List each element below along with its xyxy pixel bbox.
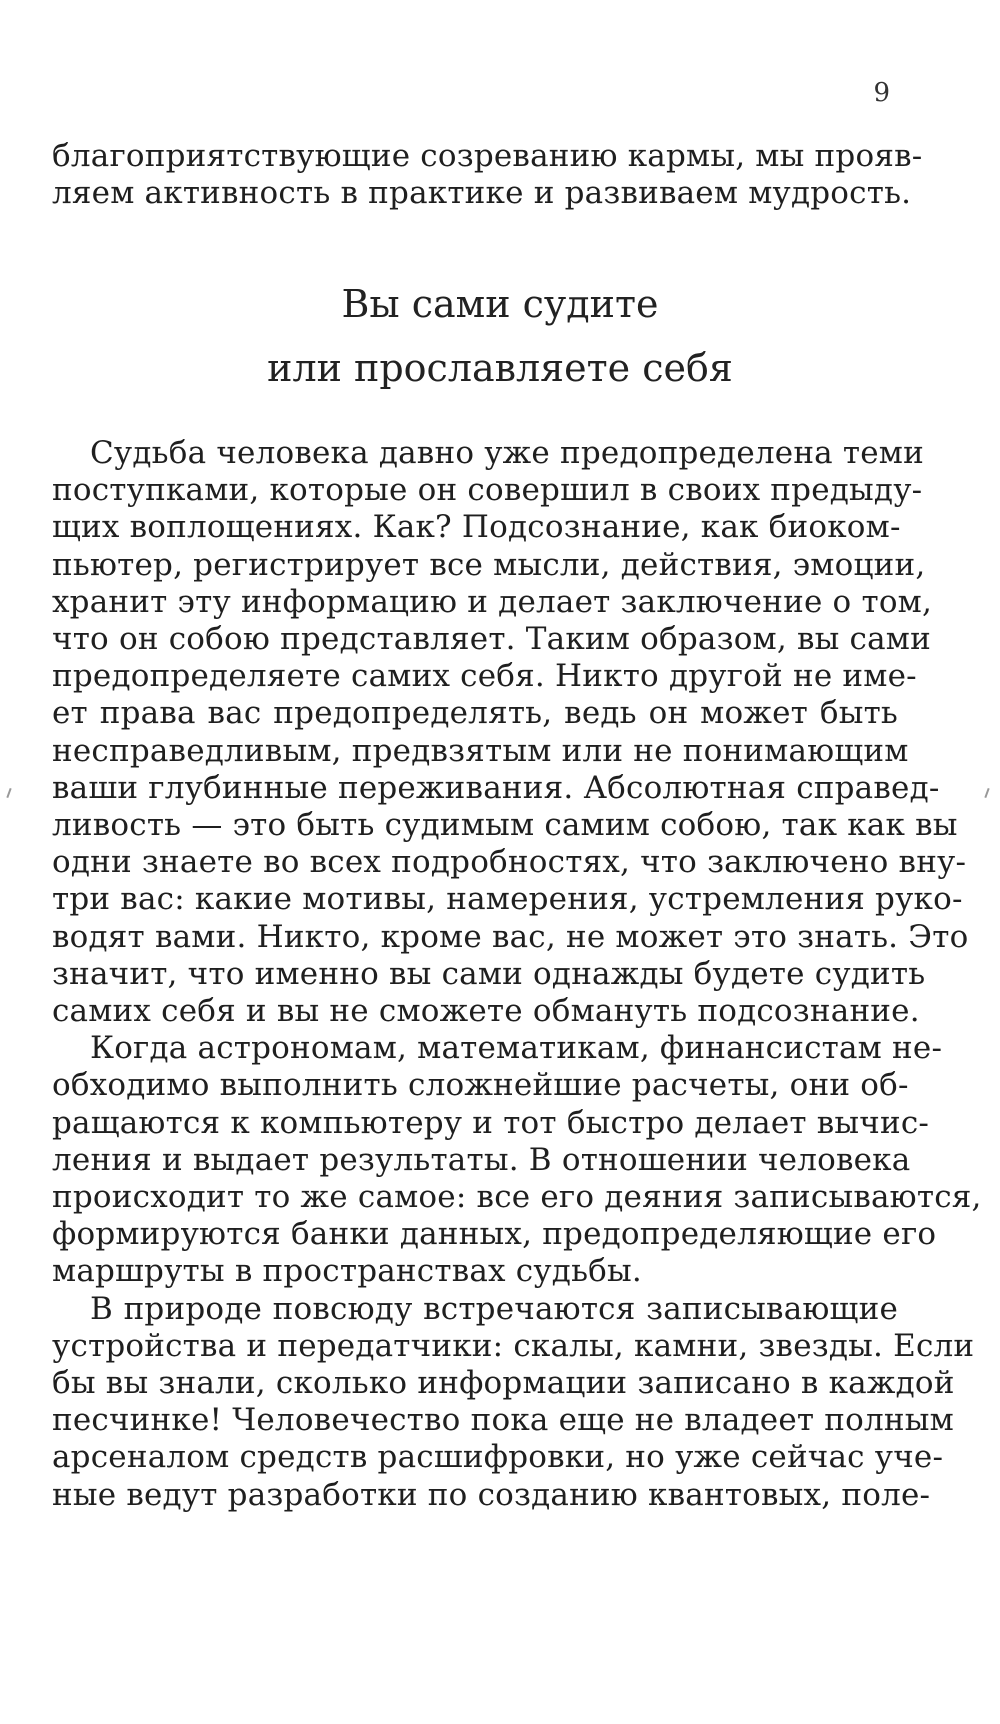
scan-speck-right (984, 788, 989, 798)
text-line: поступками, которые он совершил в своих предыду- (52, 472, 923, 509)
text-line: одни знаете во всех подробностях, что заключено вну- (52, 844, 967, 881)
section-heading (0, 272, 1000, 400)
text-line: формируются банки данных, предопределяющие его (52, 1216, 937, 1253)
text-line: Судьба человека давно уже предопределена теми (90, 435, 924, 471)
text-line: бы вы знали, сколько информации записано в каждой (52, 1365, 955, 1402)
text-line: ращаются к компьютеру и тот быстро делает вычис- (52, 1104, 930, 1141)
text-line: ления и выдает результаты. В отношении человека (52, 1141, 911, 1178)
scan-speck-left (6, 788, 11, 798)
text-line: маршруты в пространствах судьбы. (52, 1253, 642, 1290)
text-line: три вас: какие мотивы, намерения, устремления руко- (52, 881, 963, 918)
text-line: благоприятствующие созреванию кармы, мы прояв- (52, 138, 923, 174)
page-number: 9 (873, 78, 890, 108)
heading-line-2: или прославляете себя (267, 346, 733, 390)
body-text (52, 435, 982, 1514)
intro-text (52, 138, 923, 212)
text-line: В природе повсюду встречаются записывающие (90, 1290, 898, 1327)
paragraph-2 (52, 1030, 982, 1290)
paragraph-3 (52, 1290, 975, 1514)
paragraph-1 (52, 435, 969, 1030)
heading-line-1: Вы сами судите (341, 282, 659, 326)
text-line: значит, что именно вы сами однажды будете судить (52, 955, 926, 992)
text-line: ваши глубинные переживания. Абсолютная справед- (52, 769, 940, 806)
text-line: предопределяете самих себя. Никто другой не име- (52, 658, 917, 695)
text-line: несправедливым, предвзятым или не понимающим (52, 732, 909, 769)
text-line: ет права вас предопределять, ведь он может быть (52, 695, 898, 732)
text-line: что он собою представляет. Таким образом, вы сами (52, 621, 931, 658)
text-line: хранит эту информацию и делает заключение о том, (52, 583, 933, 620)
text-line: обходимо выполнить сложнейшие расчеты, они об- (52, 1067, 909, 1104)
text-line: ляем активность в практике и развиваем мудрость. (52, 175, 912, 212)
text-line: самих себя и вы не сможете обмануть подсознание. (52, 993, 920, 1030)
text-line: водят вами. Никто, кроме вас, не может это знать. Это (52, 918, 969, 955)
text-line: происходит то же самое: все его деяния записываются, (52, 1179, 982, 1216)
text-line: арсеналом средств расшифровки, но уже сейчас уче- (52, 1439, 944, 1476)
text-line: песчинке! Человечество пока еще не владеет полным (52, 1402, 954, 1439)
text-line: Когда астрономам, математикам, финансистам не- (90, 1030, 943, 1067)
text-line: ливость — это быть судимым самим собою, так как вы (52, 807, 958, 844)
text-line: устройства и передатчики: скалы, камни, звезды. Если (52, 1327, 975, 1364)
text-line: пьютер, регистрирует все мысли, действия, эмоции, (52, 546, 926, 583)
text-line: ные ведут разработки по созданию квантовых, поле- (52, 1476, 931, 1513)
text-line: щих воплощениях. Как? Подсознание, как биоком- (52, 509, 901, 546)
